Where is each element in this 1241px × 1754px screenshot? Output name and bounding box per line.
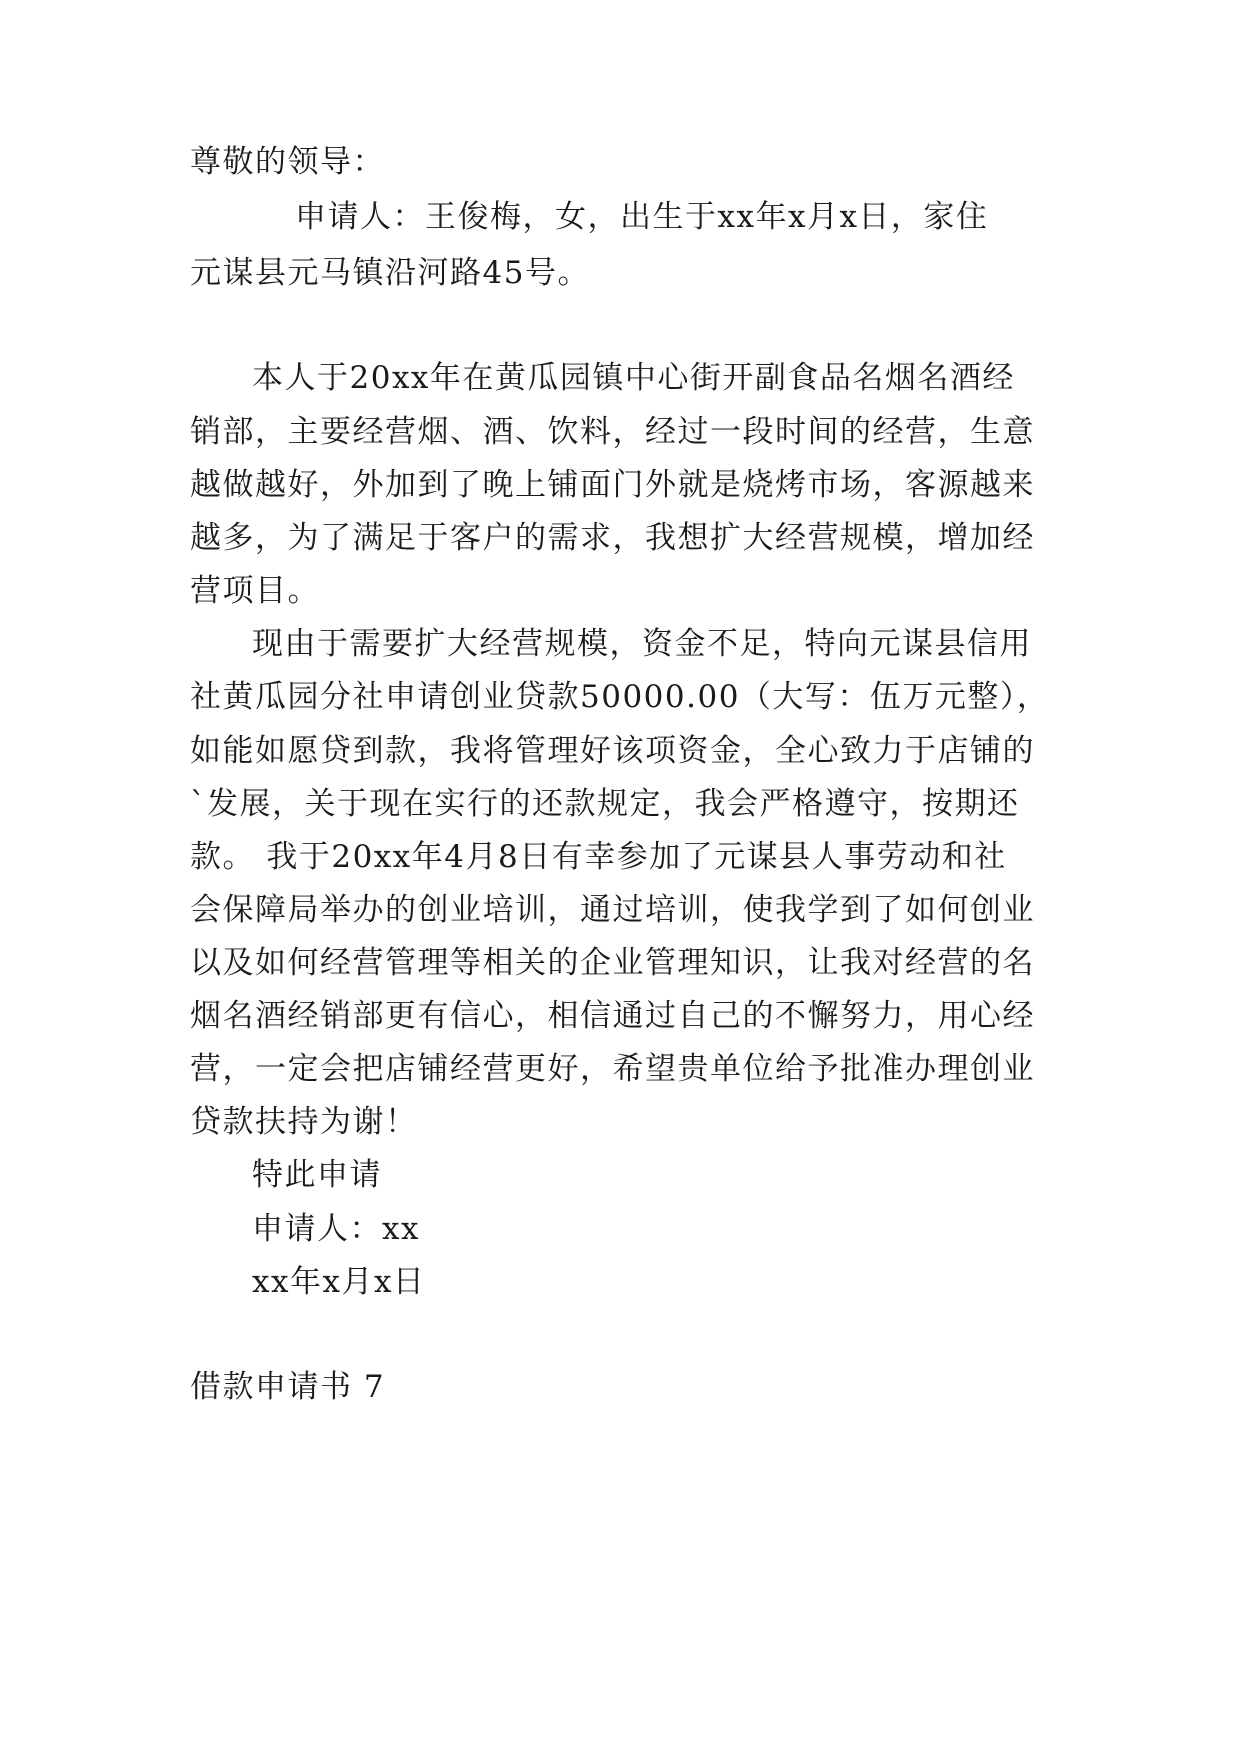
date: xx年x月x日 [252,1264,426,1300]
request-paragraph-line-5: 款。 我于20xx年4月8日有幸参加了元谋县人事劳动和社 [190,839,1007,875]
salutation: 尊敬的领导： [190,144,385,180]
signature: 申请人：xx [252,1211,420,1247]
next-section-title: 借款申请书 7 [190,1369,386,1405]
applicant-intro-line-2: 元谋县元马镇沿河路45号。 [190,255,590,291]
business-paragraph-line-4: 越多，为了满足于客户的需求，我想扩大经营规模，增加经 [190,520,1035,556]
business-paragraph-line-1: 本人于20xx年在黄瓜园镇中心街开副食品名烟名酒经 [252,360,1015,396]
business-paragraph-line-2: 销部，主要经营烟、酒、饮料，经过一段时间的经营，生意 [190,414,1035,450]
request-paragraph-line-3: 如能如愿贷到款，我将管理好该项资金，全心致力于店铺的 [190,733,1035,769]
business-paragraph-line-3: 越做越好，外加到了晚上铺面门外就是烧烤市场，客源越来 [190,467,1035,503]
request-paragraph-line-2: 社黄瓜园分社申请创业贷款50000.00（大写：伍万元整）， [190,679,1050,715]
applicant-intro-line-1: 申请人：王俊梅，女，出生于xx年x月x日，家住 [295,199,989,235]
business-paragraph-line-5: 营项目。 [190,573,320,609]
request-paragraph-line-4: `发展，关于现在实行的还款规定，我会严格遵守，按期还 [190,786,1020,822]
request-paragraph-line-6: 会保障局举办的创业培训，通过培训，使我学到了如何创业 [190,892,1035,928]
request-paragraph-line-10: 贷款扶持为谢！ [190,1104,418,1140]
request-paragraph-line-8: 烟名酒经销部更有信心，相信通过自己的不懈努力，用心经 [190,998,1035,1034]
request-paragraph-line-9: 营，一定会把店铺经营更好，希望贵单位给予批准办理创业 [190,1051,1035,1087]
request-paragraph-line-7: 以及如何经营管理等相关的企业管理知识，让我对经营的名 [190,945,1035,981]
closing-text: 特此申请 [252,1157,382,1193]
request-paragraph-line-1: 现由于需要扩大经营规模，资金不足，特向元谋县信用 [252,626,1032,662]
